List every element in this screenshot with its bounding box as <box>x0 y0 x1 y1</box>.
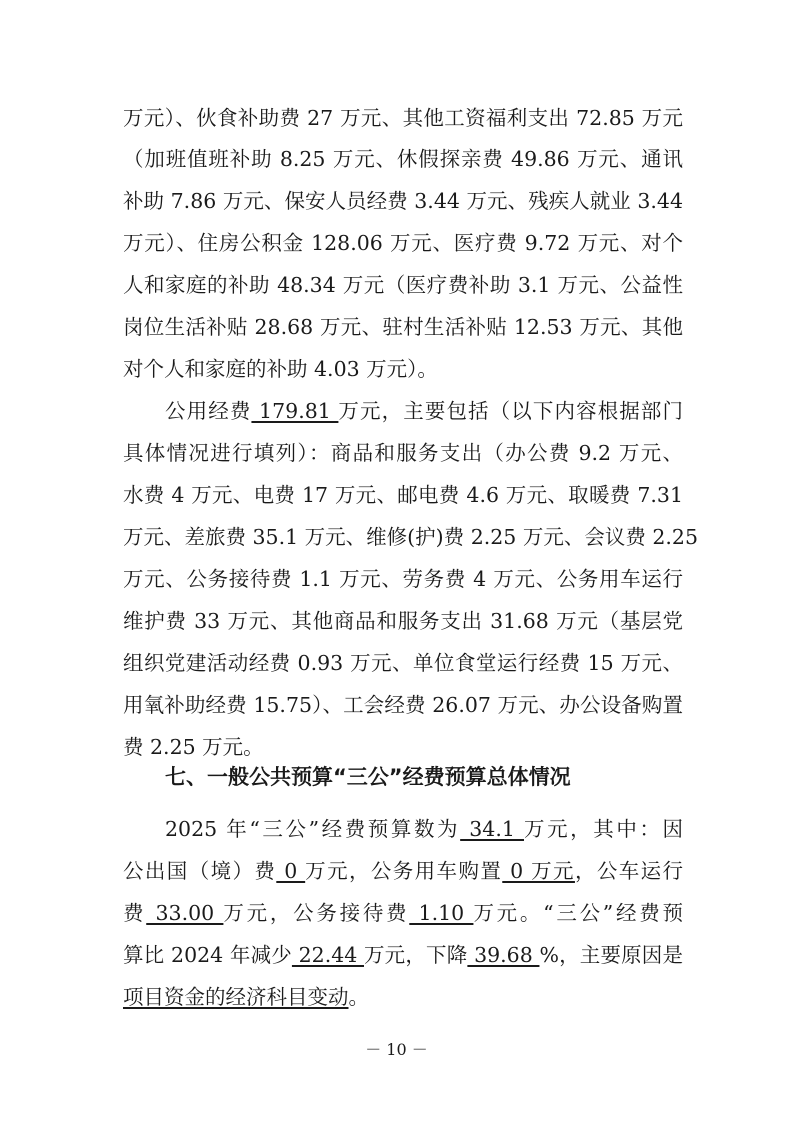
reception-amount: 1.10 <box>409 901 474 925</box>
public-funds-line-4: 万元、差旅费 35.1 万元、维修(护)费 2.25 万元、会议费 2.25 <box>123 525 699 549</box>
salary-line-2: （加班值班补助 8.25 万元、休假探亲费 49.86 万元、通讯 <box>123 147 683 171</box>
public-funds-line-7: 组织党建活动经费 0.93 万元、单位食堂运行经费 15 万元、 <box>123 651 683 675</box>
abroad-label: 公出国（境）费 <box>123 859 277 883</box>
public-funds-line-9: 费 2.25 万元。 <box>123 735 264 759</box>
three-public-line-1 <box>165 814 683 844</box>
comparison-intro: 万元。“三公”经费预 <box>473 901 683 925</box>
abroad-amount: 0 <box>276 859 306 883</box>
reception-label: 万元，公务接待费 <box>223 901 410 925</box>
comparison-label: 算比 2024 年减少 <box>123 943 292 967</box>
public-funds-line-5: 万元、公务接待费 1.1 万元、劳务费 4 万元、公务用车运行 <box>123 567 683 591</box>
public-funds-intro: 万元，主要包括（以下内容根据部门 <box>338 399 684 423</box>
public-funds-line-3: 水费 4 万元、电费 17 万元、邮电费 4.6 万元、取暖费 7.31 <box>123 483 683 507</box>
reason-text: 项目资金的经济科目变动 <box>123 985 349 1009</box>
salary-line-1: 万元）、伙食补助费 27 万元、其他工资福利支出 72.85 万元 <box>123 106 683 130</box>
page-number: － 10 － <box>365 1040 428 1059</box>
decline-label: 万元，下降 <box>364 943 468 967</box>
vehicle-operation-amount: 33.00 <box>146 901 224 925</box>
salary-line-5: 人和家庭的补助 48.34 万元（医疗费补助 3.1 万元、公益性 <box>123 273 683 297</box>
reason-end: 。 <box>348 985 369 1009</box>
vehicle-operation-label-end: 费 <box>123 901 147 925</box>
three-public-total-unit: 万元，其中：因 <box>524 817 683 841</box>
decrease-amount: 22.44 <box>291 943 364 967</box>
three-public-line-2 <box>123 856 683 886</box>
public-funds-line-8: 用氧补助经费 15.75）、工会经费 26.07 万元、办公设备购置 <box>123 693 683 717</box>
three-public-line-3 <box>123 898 683 928</box>
salary-line-4: 万元）、住房公积金 128.06 万元、医疗费 9.72 万元、对个 <box>123 231 683 255</box>
three-public-total: 34.1 <box>460 817 524 841</box>
three-public-line-5 <box>123 982 683 1012</box>
vehicle-purchase-label: 万元，公务用车购置 <box>305 859 503 883</box>
public-funds-line-1 <box>165 396 683 426</box>
public-funds-line-2: 具体情况进行填列）：商品和服务支出（办公费 9.2 万元、 <box>123 441 683 465</box>
decline-percent: 39.68 <box>467 943 540 967</box>
salary-line-7: 对个人和家庭的补助 4.03 万元）。 <box>123 357 438 381</box>
vehicle-operation-label-start: ，公车运行 <box>574 859 684 883</box>
salary-line-6: 岗位生活补贴 28.68 万元、驻村生活补贴 12.53 万元、其他 <box>123 315 683 339</box>
section-heading: 七、一般公共预算“三公”经费预算总体情况 <box>165 765 571 789</box>
public-funds-line-6: 维护费 33 万元、其他商品和服务支出 31.68 万元（基层党 <box>123 609 683 633</box>
public-funds-label: 公用经费 <box>165 399 252 423</box>
three-public-line-4 <box>123 940 683 970</box>
public-funds-amount: 179.81 <box>251 399 339 423</box>
vehicle-purchase-amount: 0 万元 <box>502 859 575 883</box>
three-public-intro: 2025 年“三公”经费预算数为 <box>165 817 461 841</box>
salary-line-3: 补助 7.86 万元、保安人员经费 3.44 万元、残疾人就业 3.44 <box>123 189 683 213</box>
reason-label: %，主要原因是 <box>539 943 683 967</box>
